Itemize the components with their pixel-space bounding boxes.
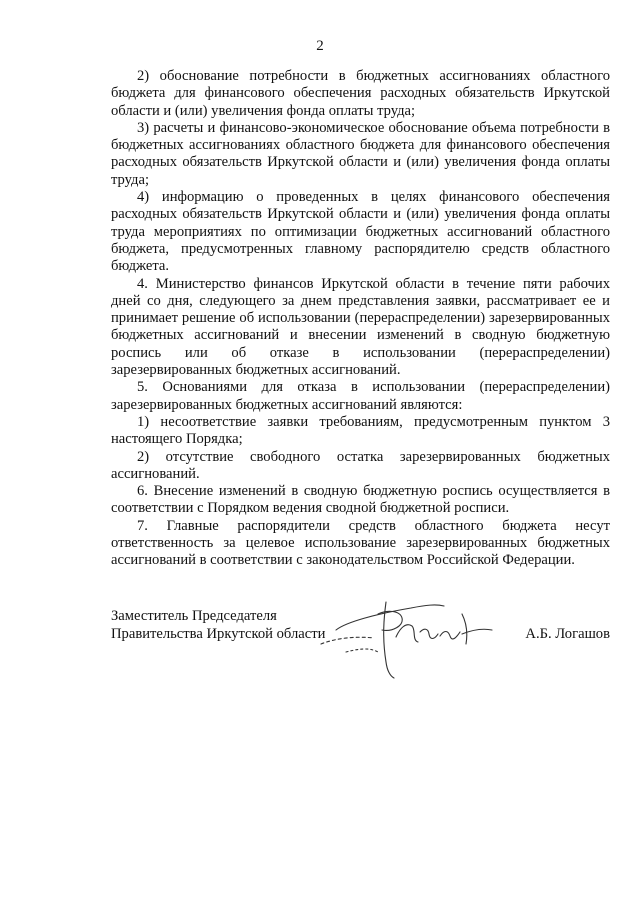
signature-block bbox=[111, 607, 610, 687]
paragraph-clause-5: 5. Основаниями для отказа в использовании (перераспределении) зарезервированных бюджетных ассигнований являются: bbox=[111, 379, 610, 413]
paragraph-item-4: 4) информацию о проведенных в целях финансового обеспечения расходных обязательств Иркутской области и (или) увеличения фонда оплаты труда мероприятиях по оптимизации бюджетных ассигнований областного бюджета, предусмотренных главному распорядителю средств областного бюджета. bbox=[111, 189, 610, 275]
document-body bbox=[111, 68, 610, 570]
paragraph-item-2: 2) обоснование потребности в бюджетных ассигнованиях областного бюджета для финансового обеспечения расходных обязательств Иркутской области и (или) увеличения фонда оплаты труда; bbox=[111, 68, 610, 119]
paragraph-refusal-1: 1) несоответствие заявки требованиям, предусмотренным пунктом 3 настоящего Порядка; bbox=[111, 413, 610, 448]
paragraph-item-3: 3) расчеты и финансово-экономическое обоснование объема потребности в бюджетных ассигнованиях областного бюджета для финансового обеспечения расходных обязательств Иркутской области и (или) увеличения фонда оплаты труда; bbox=[111, 119, 610, 188]
paragraph-refusal-2: 2) отсутствие свободного остатка зарезервированных бюджетных ассигнований. bbox=[111, 448, 610, 482]
paragraph-clause-4: 4. Министерство финансов Иркутской области в течение пяти рабочих дней со дня, следующего за днем представления заявки, рассматривает ее и принимает решение об использовании (перераспределении) зарезервированных бюджетных ассигнований и внесении изменений в сводную бюджетную роспись или об отказе в использовании (перераспределении) зарезервированных бюджетных ассигнований. bbox=[111, 275, 610, 379]
signatory-title-line1: Заместитель Председателя bbox=[111, 608, 277, 624]
signatory-title bbox=[111, 607, 325, 643]
signatory-name: А.Б. Логашов bbox=[525, 626, 610, 642]
handwritten-signature bbox=[316, 592, 506, 680]
paragraph-clause-6: 6. Внесение изменений в сводную бюджетную роспись осуществляется в соответствии с Порядком ведения сводной бюджетной росписи. bbox=[111, 483, 610, 517]
signatory-title-line2: Правительства Иркутской области bbox=[111, 626, 326, 642]
page-number: 2 bbox=[316, 38, 324, 54]
paragraph-clause-7: 7. Главные распорядители средств областного бюджета несут ответственность за целевое использование зарезервированных бюджетных ассигнований в соответствии с законодательством Российской Федерации. bbox=[111, 517, 610, 569]
